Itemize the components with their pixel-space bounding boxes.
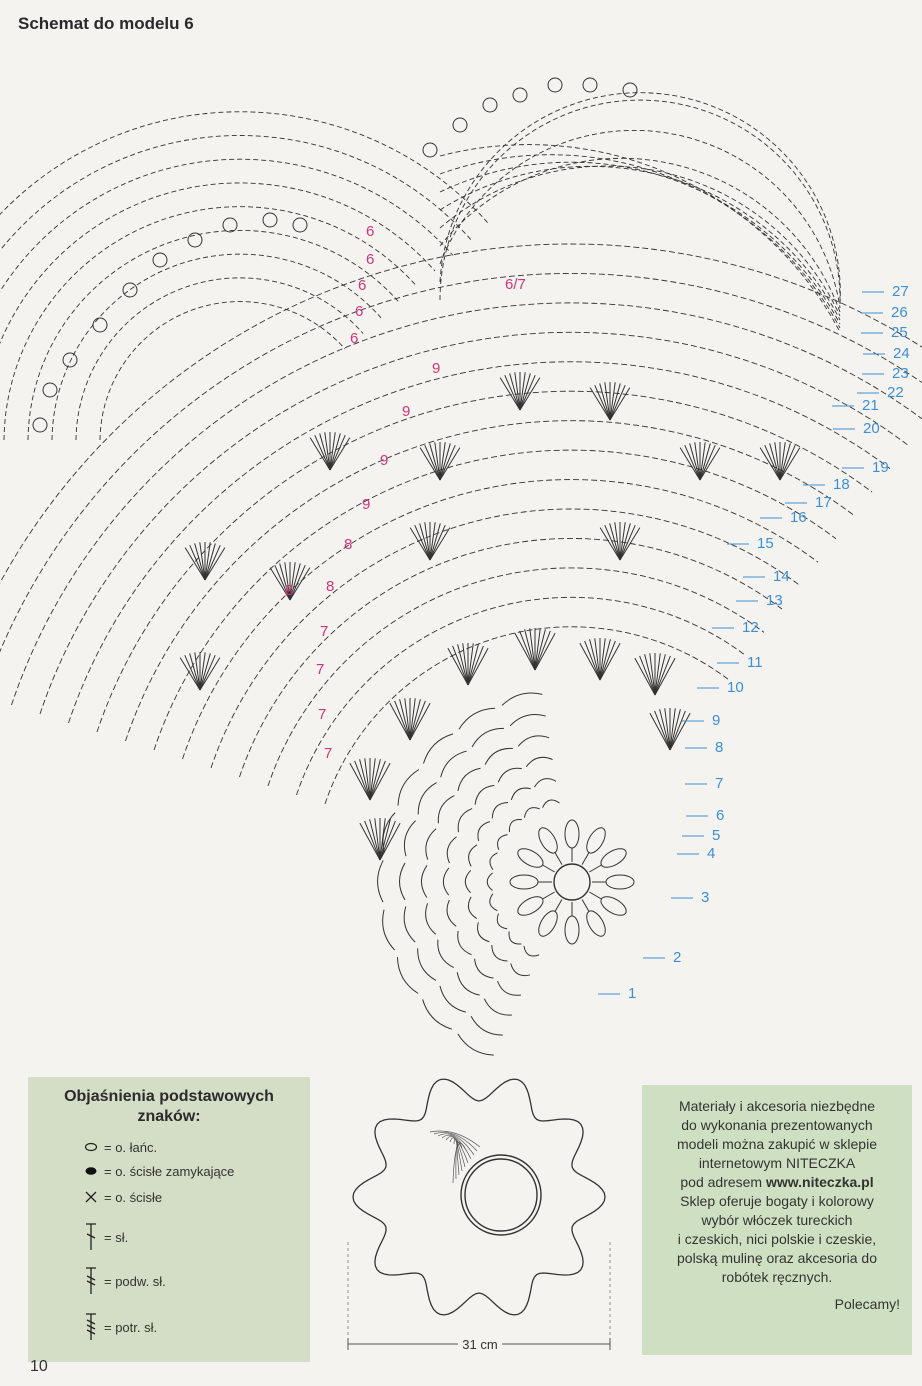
chain-arc — [509, 820, 522, 833]
chain-arc — [492, 803, 508, 819]
row-label-left: 6 — [355, 303, 364, 320]
row-label-right: 12 — [742, 619, 759, 636]
chain-arc — [490, 853, 498, 870]
chain-arc — [511, 788, 530, 800]
legend-label-double: = sł. — [104, 1229, 129, 1245]
stitch-fan-line — [680, 448, 700, 480]
crochet-chart — [0, 40, 922, 1060]
chain-arc — [465, 870, 470, 892]
slip-stitch-icon — [84, 1164, 98, 1178]
chain-arc — [458, 1034, 494, 1055]
stitch-fan-line — [600, 639, 610, 680]
shop-url-link[interactable]: www.niteczka.pl — [765, 1174, 874, 1190]
legend-label-triple: = potr. sł. — [104, 1319, 158, 1335]
center-petal — [565, 916, 579, 944]
crochet-chart-svg — [0, 40, 922, 1060]
row-label-left: 6 — [358, 277, 367, 294]
chain-stitch-icon — [84, 1140, 98, 1154]
stitch-fan-line — [410, 703, 430, 740]
stitch-fan-line — [430, 523, 440, 560]
legend-item-double — [84, 1221, 128, 1253]
info-line-7: wybór włóczek tureckich — [701, 1212, 853, 1228]
stitch-fan-line — [370, 759, 380, 800]
chain-arc — [490, 894, 498, 911]
row-label-right: 1 — [628, 985, 637, 1002]
stitch-fan-line — [635, 658, 655, 695]
stitch-fan-line — [510, 373, 520, 410]
chain-arc — [471, 1016, 503, 1035]
picot-loop — [153, 253, 167, 267]
legend-label-chain: = o. łańc. — [104, 1139, 158, 1155]
info-line-9: polską mulinę oraz akcesoria do — [677, 1250, 877, 1266]
stitch-fan-line — [535, 629, 545, 670]
row-label-right: 19 — [872, 459, 889, 476]
stitch-fan-line — [410, 699, 420, 740]
picot-loop — [548, 78, 562, 92]
top-right-fan-arc — [440, 93, 840, 304]
outer-row-arc — [183, 480, 819, 759]
chain-arc — [424, 734, 453, 764]
row-label-right: 10 — [727, 679, 744, 696]
top-right-fan-arc — [440, 166, 840, 320]
row-label-left: 7 — [318, 706, 327, 723]
chain-arc — [398, 769, 419, 805]
picot-loop — [483, 98, 497, 112]
stitch-fan-line — [600, 383, 610, 420]
chain-arc — [492, 945, 508, 961]
chain-arc — [510, 715, 546, 726]
picot-loop — [263, 213, 277, 227]
legend-item-triple — [84, 1311, 157, 1343]
info-line-6: Sklep oferuje bogaty i kolorowy — [680, 1193, 874, 1209]
chain-arc — [418, 783, 436, 815]
row-label-left: 8 — [344, 536, 353, 553]
chain-arc — [478, 922, 490, 941]
doily-outline-svg — [330, 1072, 630, 1367]
row-label-right: 4 — [707, 845, 716, 862]
center-spoke — [543, 892, 555, 899]
legend-item-single — [84, 1185, 162, 1209]
row-label-left: 6 — [366, 251, 375, 268]
picot-loop — [43, 383, 57, 397]
center-petal — [598, 893, 629, 919]
chain-arc — [397, 957, 418, 993]
legend-item-slip — [84, 1159, 234, 1183]
stitch-fan-line — [440, 448, 460, 480]
top-left-fan-arc — [0, 112, 489, 440]
row-label-left: 7 — [316, 661, 325, 678]
outer-row-arc — [12, 303, 922, 705]
stitch-fan-line — [700, 443, 710, 480]
stitch-fan-line — [430, 443, 440, 480]
row-label-right: 25 — [891, 324, 908, 341]
stitch-fan-line — [468, 648, 488, 685]
stitch-fan-line — [400, 699, 410, 740]
row-label-right: 27 — [892, 283, 909, 300]
center-petal — [515, 893, 546, 919]
chain-arc — [526, 757, 552, 766]
double-crochet-icon — [84, 1222, 98, 1252]
center-petal — [583, 908, 609, 939]
stitch-fan-line — [600, 528, 620, 560]
stitch-fan-line — [580, 643, 600, 680]
stitch-fan-line — [360, 823, 380, 860]
chain-arc — [457, 972, 479, 995]
chain-arc — [498, 768, 522, 782]
chain-arc — [447, 900, 456, 926]
stitch-fan-line — [520, 378, 540, 410]
stitch-fan-line — [670, 713, 690, 750]
single-crochet-icon — [84, 1190, 98, 1204]
doily-center-ring — [461, 1155, 541, 1235]
picot-loop — [188, 233, 202, 247]
row-label-right: 5 — [712, 827, 721, 844]
chain-arc — [543, 800, 560, 808]
chain-arc — [458, 931, 472, 955]
chain-arc — [518, 736, 549, 746]
row-label-right: 3 — [701, 889, 710, 906]
row-label-right: 13 — [766, 592, 783, 609]
chain-arc — [469, 845, 477, 867]
chain-arc — [534, 779, 556, 788]
row-label-right: 9 — [712, 712, 721, 729]
chain-arc — [468, 897, 476, 919]
info-line-2: do wykonania prezentowanych — [681, 1117, 873, 1133]
stitch-fan-line — [440, 443, 450, 480]
info-sign: Polecamy! — [834, 1296, 900, 1312]
chain-arc — [475, 959, 494, 978]
row-label-right: 26 — [891, 304, 908, 321]
outer-row-arc — [268, 568, 764, 786]
chain-arc — [438, 796, 454, 824]
chain-arc — [485, 748, 513, 764]
legend-item-chain — [84, 1135, 157, 1159]
chain-arc — [423, 999, 452, 1029]
center-spoke — [543, 865, 555, 872]
info-line-3: modeli można zakupić w sklepie — [677, 1136, 877, 1152]
top-left-fan-arc — [100, 302, 345, 440]
chain-arc — [440, 986, 466, 1012]
top-right-fan-arc — [440, 155, 840, 328]
top-left-fan-arc — [76, 278, 363, 440]
chain-arc — [404, 906, 415, 942]
stitch-fan-line — [610, 523, 620, 560]
top-left-fan-arc — [0, 159, 453, 440]
picot-loop — [223, 218, 237, 232]
row-label-right: 7 — [715, 775, 724, 792]
chain-arc — [383, 910, 395, 950]
doily-center-ring — [465, 1159, 537, 1231]
stitch-fan-line — [420, 448, 440, 480]
stitch-fan-line — [370, 819, 380, 860]
center-petal — [606, 875, 634, 889]
chain-arc — [421, 865, 427, 897]
stitch-fan-line — [330, 433, 340, 470]
stitch-fan-line — [610, 383, 620, 420]
stitch-fan-line — [350, 763, 370, 800]
picot-loop — [623, 83, 637, 97]
stitch-fan-line — [760, 448, 780, 480]
chain-arc — [509, 931, 521, 944]
row-label-right: 6 — [716, 807, 725, 824]
stitch-fan-line — [180, 658, 200, 690]
chain-arc — [472, 728, 504, 747]
chain-arc — [502, 693, 542, 705]
legend-box — [28, 1077, 310, 1362]
chain-arc — [487, 873, 492, 891]
row-label-left: 6 — [350, 330, 359, 347]
stitch-fan-line — [590, 639, 600, 680]
outer-row-arc — [211, 509, 800, 768]
stitch-fan-line — [195, 543, 205, 580]
center-spoke — [589, 892, 601, 899]
info-box — [642, 1085, 912, 1355]
stitch-fan-line — [660, 709, 670, 750]
chain-arc — [511, 964, 530, 976]
picot-loop — [293, 218, 307, 232]
top-left-fan-arc — [0, 136, 471, 440]
row-label-left: 7 — [324, 745, 333, 762]
stitch-fan-line — [525, 629, 535, 670]
picot-loop — [423, 143, 437, 157]
row-label-right: 11 — [747, 654, 763, 671]
stitch-fan-line — [190, 653, 200, 690]
center-spoke — [582, 853, 589, 865]
doily-outline — [353, 1079, 605, 1315]
row-label-left: 9 — [362, 496, 371, 513]
chain-arc — [443, 868, 448, 895]
picot-loop — [453, 118, 467, 132]
legend-label-treble: = podw. sł. — [104, 1273, 166, 1289]
outer-row-arc — [154, 450, 836, 750]
row-label-right: 2 — [673, 949, 682, 966]
row-label-left: 9 — [380, 452, 389, 469]
stitch-fan-line — [370, 763, 390, 800]
row-label-right: 23 — [892, 365, 909, 382]
row-label-left: 7 — [320, 623, 329, 640]
stitch-fan-line — [645, 654, 655, 695]
row-label-right: 20 — [863, 420, 880, 437]
chain-arc — [458, 809, 472, 833]
stitch-fan-line — [448, 648, 468, 685]
chain-arc — [400, 863, 406, 900]
row-label-right: 24 — [893, 345, 910, 362]
chain-arc — [426, 903, 436, 934]
outer-row-arc — [126, 421, 855, 741]
legend-title: Objaśnienia podstawowych znaków: — [64, 1088, 274, 1125]
row-label-left: 6/7 — [505, 276, 526, 293]
chain-arc — [458, 768, 481, 791]
chain-arc — [404, 821, 415, 857]
legend-label-slip: = o. ścisłe zamykające — [104, 1163, 235, 1179]
row-label-right: 8 — [715, 739, 724, 756]
center-petal — [515, 845, 546, 871]
chain-arc — [524, 946, 539, 956]
center-spoke — [555, 853, 562, 865]
legend-label-single: = o. ścisłe — [104, 1189, 163, 1205]
chain-arc — [426, 829, 436, 860]
stitch-fan-line — [655, 654, 665, 695]
info-line-5: pod adresem — [680, 1174, 763, 1190]
stitch-fan-line — [520, 373, 530, 410]
stitch-fan-line — [390, 703, 410, 740]
page-title: Schemat do modelu 6 — [18, 14, 194, 33]
chain-arc — [418, 948, 436, 980]
row-label-left: 8 — [285, 582, 294, 599]
chain-arc — [497, 914, 507, 929]
row-label-right: 18 — [833, 476, 850, 493]
stitch-fan-line — [670, 709, 680, 750]
stitch-fan-line — [515, 633, 535, 670]
stitch-fan-line — [360, 759, 370, 800]
stitch-fan-line — [535, 633, 555, 670]
stitch-fan-line — [310, 438, 330, 470]
info-line-8: i czeskich, nici polskie i czeskie, — [677, 1231, 877, 1247]
outer-row-arc — [40, 332, 908, 714]
info-line-10: robótek ręcznych. — [721, 1269, 833, 1285]
chain-arc — [438, 940, 454, 968]
row-label-right: 14 — [773, 568, 790, 585]
chain-arc — [475, 785, 494, 804]
stitch-fan-line — [330, 438, 350, 470]
chain-arc — [484, 999, 512, 1015]
row-label-left: 8 — [326, 578, 335, 595]
chain-arc — [498, 835, 508, 850]
chain-arc — [441, 751, 467, 777]
picot-loop — [583, 78, 597, 92]
chain-arc — [524, 808, 539, 818]
dimension-label: 31 cm — [462, 1337, 498, 1352]
chain-arc — [447, 837, 456, 863]
row-label-right: 21 — [862, 397, 879, 414]
center-petal — [583, 825, 609, 856]
stitch-fan-line — [770, 443, 780, 480]
top-left-fan-arc — [28, 230, 399, 440]
top-right-fan-arc — [440, 162, 840, 324]
row-label-left: 9 — [432, 360, 441, 377]
chain-arc — [459, 708, 495, 729]
stitch-fan-line — [200, 658, 220, 690]
stitch-fan-line — [655, 658, 675, 695]
stitch-fan-line — [420, 523, 430, 560]
center-ring — [554, 864, 590, 900]
chain-arc — [497, 981, 520, 995]
stitch-fan-line — [468, 644, 478, 685]
stitch-fan-line — [320, 433, 330, 470]
stitch-fan-line — [600, 643, 620, 680]
center-petal — [510, 875, 538, 889]
stitch-fan-line — [380, 819, 390, 860]
picot-loop — [63, 353, 77, 367]
center-spoke — [555, 899, 562, 911]
stitch-fan-line — [690, 443, 700, 480]
row-label-right: 16 — [790, 509, 807, 526]
doily-shape-diagram — [330, 1072, 630, 1367]
row-label-left: 9 — [402, 403, 411, 420]
triple-treble-icon — [84, 1312, 98, 1342]
row-label-right: 15 — [757, 535, 774, 552]
row-label-right: 22 — [887, 384, 904, 401]
chain-arc — [478, 822, 490, 841]
stitch-fan-line — [205, 548, 225, 580]
top-right-fan-arc — [440, 145, 840, 332]
page-number: 10 — [30, 1358, 48, 1375]
center-petal — [535, 908, 561, 939]
info-line-1: Materiały i akcesoria niezbędne — [678, 1098, 876, 1114]
center-spoke — [582, 899, 589, 911]
center-petal — [598, 845, 629, 871]
stitch-fan-line — [200, 653, 210, 690]
treble-crochet-icon — [84, 1266, 98, 1296]
outer-row-arc — [0, 273, 922, 696]
center-petal — [535, 825, 561, 856]
info-line-4: internetowym NITECZKA — [698, 1155, 856, 1171]
stitch-fan-line — [610, 388, 630, 420]
top-right-fan-arc — [440, 166, 840, 316]
center-petal — [565, 820, 579, 848]
stitch-fan-line — [650, 713, 670, 750]
row-label-right: 17 — [815, 494, 832, 511]
outer-row-arc — [297, 597, 747, 795]
stitch-fan-line — [430, 528, 450, 560]
top-left-fan-arc — [4, 207, 417, 440]
stitch-fan-line — [205, 543, 215, 580]
legend-item-treble — [84, 1265, 166, 1297]
picot-loop — [33, 418, 47, 432]
row-label-left: 6 — [366, 223, 375, 240]
center-spoke — [589, 865, 601, 872]
picot-loop — [93, 318, 107, 332]
chain-arc — [378, 860, 384, 902]
picot-loop — [513, 88, 527, 102]
picot-loop — [123, 283, 137, 297]
stitch-fan-line — [185, 548, 205, 580]
